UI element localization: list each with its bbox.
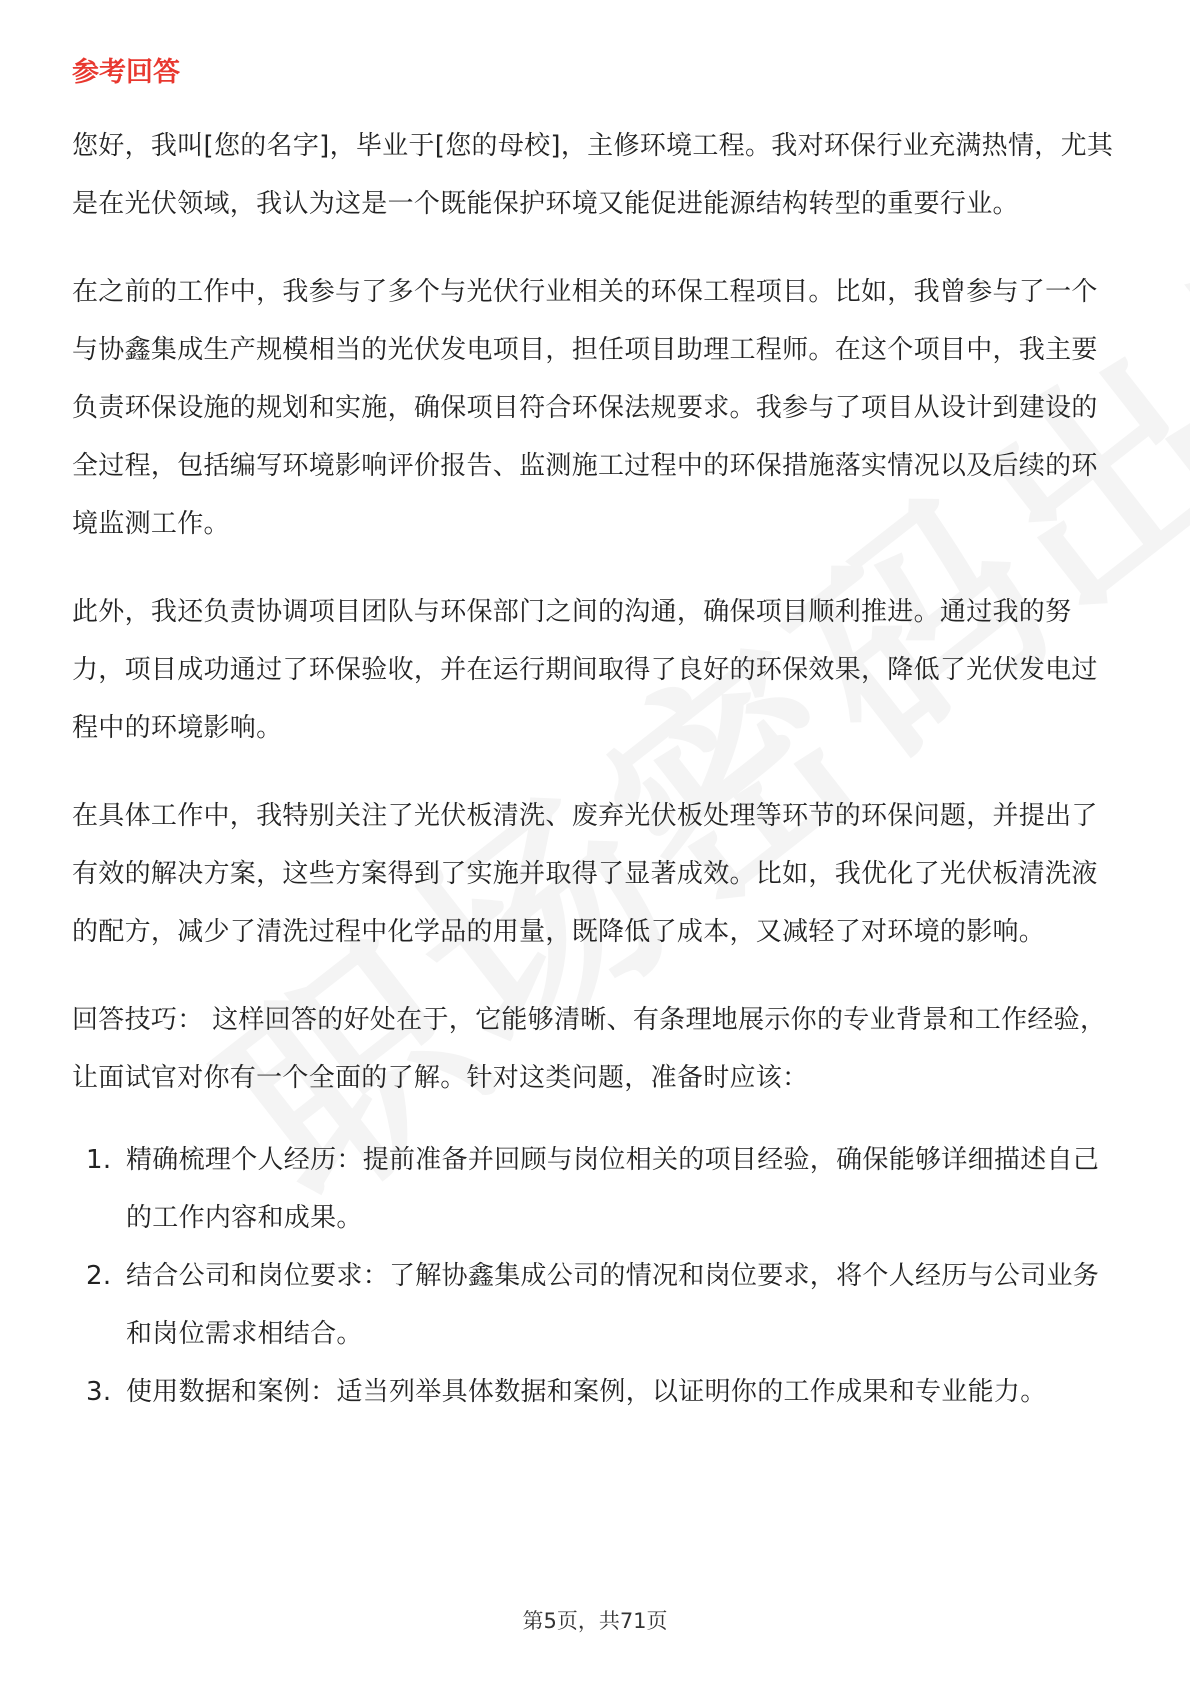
tips-intro: 回答技巧： 这样回答的好处在于，它能够清晰、有条理地展示你的专业背景和工作经验，让面试官对你有一个全面的了解。针对这类问题，准备时应该：	[72, 1005, 1107, 1093]
tips-list	[72, 1131, 1122, 1421]
paragraph-experience: 在之前的工作中，我参与了多个与光伏行业相关的环保工程项目。比如，我曾参与了一个与协鑫集成生产规模相当的光伏发电项目，担任项目助理工程师。在这个项目中，我主要负责环保设施的规划和实施，确保项目符合环保法规要求。我参与了项目从设计到建设的全过程，包括编写环境影响评价报告、监测施工过程中的环保措施落实情况以及后续的环境监测工作。	[72, 277, 1098, 539]
paragraph-specific-work: 在具体工作中，我特别关注了光伏板清洗、废弃光伏板处理等环节的环保问题，并提出了有效的解决方案，这些方案得到了实施并取得了显著成效。比如，我优化了光伏板清洗液的配方，减少了清洗过程中化学品的用量，既降低了成本，又减轻了对环境的影响。	[72, 801, 1098, 947]
paragraph-coordination: 此外，我还负责协调项目团队与环保部门之间的沟通，确保项目顺利推进。通过我的努力，项目成功通过了环保验收，并在运行期间取得了良好的环保效果，降低了光伏发电过程中的环境影响。	[72, 597, 1098, 743]
list-item	[72, 1247, 1122, 1363]
paragraph-intro: 您好，我叫[您的名字]，毕业于[您的母校]，主修环境工程。我对环保行业充满热情，尤其是在光伏领域，我认为这是一个既能保护环境又能促进能源结构转型的重要行业。	[72, 131, 1114, 219]
list-item	[72, 1363, 1122, 1421]
list-number: 2.	[86, 1261, 112, 1291]
answer-content	[72, 117, 1122, 1421]
list-text: 精确梳理个人经历：提前准备并回顾与岗位相关的项目经验，确保能够详细描述自己的工作内容和成果。	[126, 1145, 1100, 1233]
list-text: 结合公司和岗位要求：了解协鑫集成公司的情况和岗位要求，将个人经历与公司业务和岗位需求相结合。	[126, 1261, 1100, 1349]
list-number: 3.	[86, 1377, 112, 1407]
list-item	[72, 1131, 1122, 1247]
list-text: 使用数据和案例：适当列举具体数据和案例，以证明你的工作成果和专业能力。	[126, 1377, 1047, 1407]
list-number: 1.	[86, 1145, 112, 1175]
section-heading: 参考回答	[72, 57, 180, 88]
page-number: 第5页，共71页	[522, 1609, 668, 1633]
